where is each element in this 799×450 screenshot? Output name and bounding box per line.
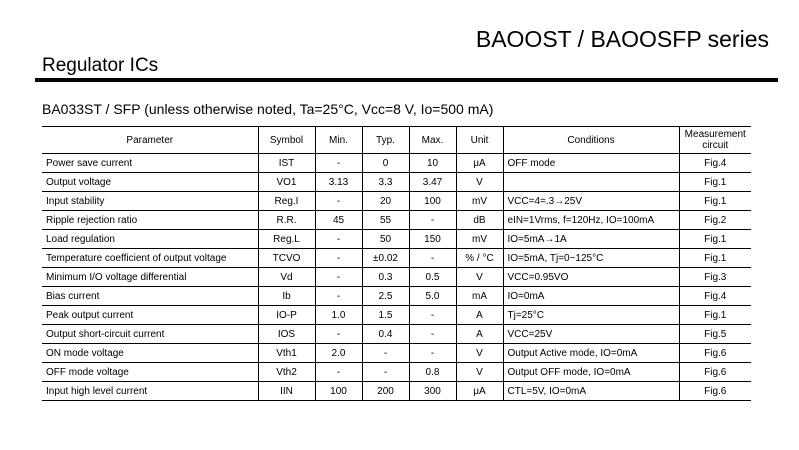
cell-max: 300: [409, 382, 456, 401]
cell-max: 100: [409, 192, 456, 211]
cell-min: -: [315, 192, 362, 211]
cell-conditions: IO=0mA: [503, 287, 679, 306]
cell-symbol: IOS: [258, 325, 315, 344]
table-row: [42, 382, 751, 401]
cell-parameter: Output short-circuit current: [42, 325, 258, 344]
cell-parameter: Power save current: [42, 154, 258, 173]
header-measurement-circuit: Measurement circuit: [679, 127, 751, 154]
table-row: [42, 287, 751, 306]
cell-symbol: Reg.I: [258, 192, 315, 211]
cell-symbol: R.R.: [258, 211, 315, 230]
cell-unit: V: [456, 363, 503, 382]
cell-conditions: [503, 173, 679, 192]
header-unit: Unit: [456, 127, 503, 154]
header-symbol: Symbol: [258, 127, 315, 154]
cell-min: 45: [315, 211, 362, 230]
cell-unit: mV: [456, 192, 503, 211]
cell-parameter: Input high level current: [42, 382, 258, 401]
cell-circuit: Fig.1: [679, 230, 751, 249]
cell-circuit: Fig.5: [679, 325, 751, 344]
cell-min: -: [315, 325, 362, 344]
cell-circuit: Fig.4: [679, 287, 751, 306]
cell-parameter: OFF mode voltage: [42, 363, 258, 382]
cell-symbol: IIN: [258, 382, 315, 401]
cell-parameter: Minimum I/O voltage differential: [42, 268, 258, 287]
cell-circuit: Fig.6: [679, 363, 751, 382]
cell-unit: dB: [456, 211, 503, 230]
cell-max: -: [409, 249, 456, 268]
cell-unit: A: [456, 325, 503, 344]
cell-symbol: IO-P: [258, 306, 315, 325]
table-row: [42, 363, 751, 382]
cell-conditions: VCC=0.95VO: [503, 268, 679, 287]
cell-typ: 3.3: [362, 173, 409, 192]
cell-conditions: Output Active mode, IO=0mA: [503, 344, 679, 363]
cell-symbol: TCVO: [258, 249, 315, 268]
cell-conditions: VCC=25V: [503, 325, 679, 344]
cell-conditions: IO=5mA, Tj=0~125°C: [503, 249, 679, 268]
cell-circuit: Fig.6: [679, 344, 751, 363]
cell-max: 3.47: [409, 173, 456, 192]
header-parameter: Parameter: [42, 127, 258, 154]
cell-parameter: Load regulation: [42, 230, 258, 249]
table-row: [42, 306, 751, 325]
cell-circuit: Fig.4: [679, 154, 751, 173]
cell-max: 0.8: [409, 363, 456, 382]
cell-parameter: Peak output current: [42, 306, 258, 325]
cell-max: -: [409, 344, 456, 363]
cell-unit: mV: [456, 230, 503, 249]
cell-conditions: IO=5mA→1A: [503, 230, 679, 249]
cell-max: 10: [409, 154, 456, 173]
cell-max: -: [409, 211, 456, 230]
cell-unit: A: [456, 306, 503, 325]
cell-unit: % / °C: [456, 249, 503, 268]
cell-parameter: Bias current: [42, 287, 258, 306]
cell-typ: 0: [362, 154, 409, 173]
cell-symbol: IST: [258, 154, 315, 173]
cell-conditions: CTL=5V, IO=0mA: [503, 382, 679, 401]
cell-min: 2.0: [315, 344, 362, 363]
cell-max: -: [409, 325, 456, 344]
cell-max: -: [409, 306, 456, 325]
cell-symbol: VO1: [258, 173, 315, 192]
header-max: Max.: [409, 127, 456, 154]
cell-typ: 20: [362, 192, 409, 211]
cell-min: -: [315, 363, 362, 382]
cell-circuit: Fig.1: [679, 249, 751, 268]
header-rule: [35, 78, 778, 82]
cell-typ: 1.5: [362, 306, 409, 325]
cell-max: 5.0: [409, 287, 456, 306]
cell-symbol: Reg.L: [258, 230, 315, 249]
table-row: [42, 325, 751, 344]
cell-conditions: eIN=1Vrms, f=120Hz, IO=100mA: [503, 211, 679, 230]
header-typ: Typ.: [362, 127, 409, 154]
table-row: [42, 154, 751, 173]
cell-min: 1.0: [315, 306, 362, 325]
table-row: [42, 249, 751, 268]
cell-max: 150: [409, 230, 456, 249]
section-title: Regulator ICs: [42, 55, 159, 76]
cell-typ: ±0.02: [362, 249, 409, 268]
table-row: [42, 344, 751, 363]
cell-parameter: Ripple rejection ratio: [42, 211, 258, 230]
cell-min: -: [315, 154, 362, 173]
cell-symbol: Vd: [258, 268, 315, 287]
cell-unit: μA: [456, 154, 503, 173]
cell-min: -: [315, 249, 362, 268]
cell-unit: V: [456, 344, 503, 363]
cell-conditions: OFF mode: [503, 154, 679, 173]
table-row: [42, 211, 751, 230]
cell-parameter: Output voltage: [42, 173, 258, 192]
cell-typ: -: [362, 344, 409, 363]
cell-min: 3.13: [315, 173, 362, 192]
cell-typ: 0.3: [362, 268, 409, 287]
cell-parameter: ON mode voltage: [42, 344, 258, 363]
cell-typ: 2.5: [362, 287, 409, 306]
cell-min: -: [315, 287, 362, 306]
cell-parameter: Input stability: [42, 192, 258, 211]
cell-circuit: Fig.1: [679, 306, 751, 325]
cell-typ: 55: [362, 211, 409, 230]
cell-circuit: Fig.3: [679, 268, 751, 287]
cell-unit: mA: [456, 287, 503, 306]
header-min: Min.: [315, 127, 362, 154]
cell-typ: 50: [362, 230, 409, 249]
cell-min: 100: [315, 382, 362, 401]
cell-circuit: Fig.1: [679, 173, 751, 192]
cell-circuit: Fig.1: [679, 192, 751, 211]
cell-min: -: [315, 230, 362, 249]
cell-symbol: Vth1: [258, 344, 315, 363]
cell-typ: 200: [362, 382, 409, 401]
cell-unit: V: [456, 173, 503, 192]
table-row: [42, 192, 751, 211]
cell-typ: 0.4: [362, 325, 409, 344]
table-row: [42, 173, 751, 192]
series-title: BAOOST / BAOOSFP series: [475, 26, 769, 52]
cell-conditions: Output OFF mode, IO=0mA: [503, 363, 679, 382]
cell-conditions: Tj=25°C: [503, 306, 679, 325]
header-conditions: Conditions: [503, 127, 679, 154]
electrical-characteristics-table: [42, 126, 751, 401]
cell-circuit: Fig.6: [679, 382, 751, 401]
cell-circuit: Fig.2: [679, 211, 751, 230]
cell-typ: -: [362, 363, 409, 382]
table-header-row: [42, 127, 751, 154]
cell-unit: μA: [456, 382, 503, 401]
cell-unit: V: [456, 268, 503, 287]
table-row: [42, 268, 751, 287]
cell-max: 0.5: [409, 268, 456, 287]
table-caption: BA033ST / SFP (unless otherwise noted, Ta=25°C, Vcc=8 V, Io=500 mA): [42, 101, 494, 117]
cell-conditions: VCC=4=.3→25V: [503, 192, 679, 211]
table-row: [42, 230, 751, 249]
cell-parameter: Temperature coefficient of output voltage: [42, 249, 258, 268]
cell-symbol: Ib: [258, 287, 315, 306]
cell-symbol: Vth2: [258, 363, 315, 382]
cell-min: -: [315, 268, 362, 287]
